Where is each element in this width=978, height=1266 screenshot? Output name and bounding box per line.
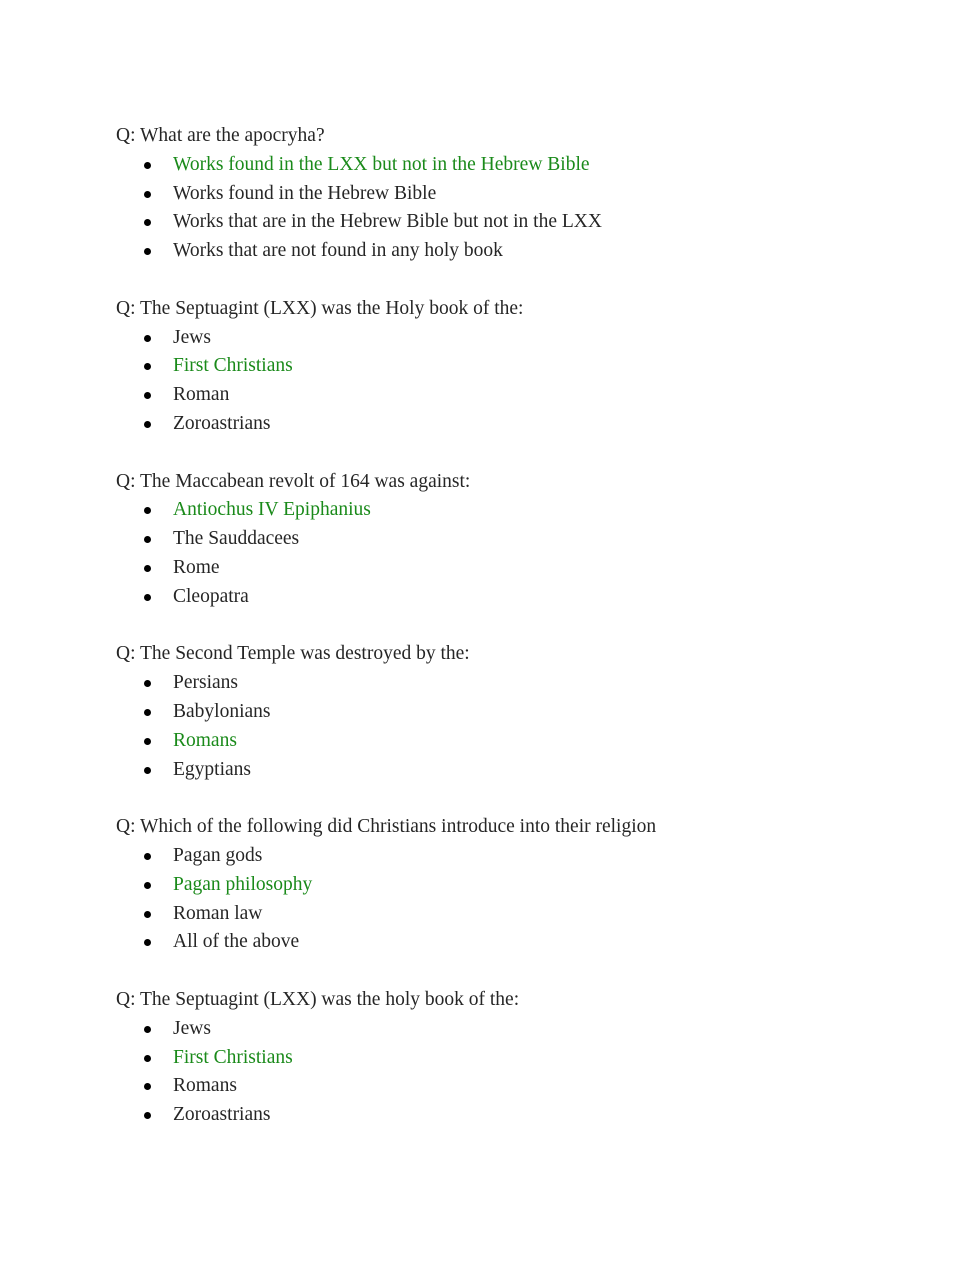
question-text: Q: Which of the following did Christians introduce into their religion xyxy=(116,816,657,838)
answer-option xyxy=(116,1101,936,1130)
bullet-dot-icon xyxy=(144,363,151,370)
bullet-dot-icon xyxy=(144,1055,151,1062)
bullet-dot-icon xyxy=(144,594,151,601)
quiz-document xyxy=(116,122,936,1159)
answer-list xyxy=(116,151,936,266)
answer-text: Egyptians xyxy=(173,758,251,780)
bullet-dot-icon xyxy=(144,507,151,514)
bullet-dot-icon xyxy=(144,1026,151,1033)
bullet-dot-icon xyxy=(144,335,151,342)
answer-option xyxy=(116,324,936,353)
answer-text: Persians xyxy=(173,672,238,694)
answer-list xyxy=(116,842,936,957)
answer-option xyxy=(116,381,936,410)
bullet-dot-icon xyxy=(144,1083,151,1090)
question-block xyxy=(116,986,936,1130)
answer-text: Jews xyxy=(173,1017,211,1039)
question-text: Q: What are the apocryha? xyxy=(116,125,325,146)
answer-text: Works found in the Hebrew Bible xyxy=(173,182,437,204)
answer-option-correct xyxy=(116,727,936,756)
bullet-dot-icon xyxy=(144,248,151,255)
answer-option xyxy=(116,554,936,583)
answer-option-correct xyxy=(116,1044,936,1073)
answer-list xyxy=(116,324,936,439)
answer-text: Jews xyxy=(173,326,211,348)
answer-text: Pagan gods xyxy=(173,844,263,866)
answer-option xyxy=(116,237,936,266)
answer-text: Antiochus IV Epiphanius xyxy=(173,499,371,521)
answer-text: Zoroastrians xyxy=(173,1104,271,1126)
bullet-dot-icon xyxy=(144,392,151,399)
answer-text: First Christians xyxy=(173,1046,293,1068)
question-text: Q: The Maccabean revolt of 164 was against: xyxy=(116,470,471,492)
answer-text: Pagan philosophy xyxy=(173,873,313,895)
answer-text: Works found in the LXX but not in the Hebrew Bible xyxy=(173,153,590,175)
answer-option-correct xyxy=(116,151,936,180)
question-block xyxy=(116,640,936,784)
answer-text: Cleopatra xyxy=(173,585,249,607)
answer-option xyxy=(116,410,936,439)
answer-option-correct xyxy=(116,496,936,525)
bullet-dot-icon xyxy=(144,767,151,774)
answer-text: All of the above xyxy=(173,931,300,953)
bullet-dot-icon xyxy=(144,565,151,572)
answer-option xyxy=(116,208,936,237)
bullet-dot-icon xyxy=(144,939,151,946)
answer-option-correct xyxy=(116,352,936,381)
question-text: Q: The Second Temple was destroyed by the: xyxy=(116,643,470,665)
bullet-dot-icon xyxy=(144,882,151,889)
answer-list xyxy=(116,496,936,611)
question-text: Q: The Septuagint (LXX) was the holy book of the: xyxy=(116,988,520,1010)
answer-option xyxy=(116,842,936,871)
answer-text: Romans xyxy=(173,1075,237,1097)
answer-text: Works that are not found in any holy book xyxy=(173,240,503,262)
answer-text: First Christians xyxy=(173,355,293,377)
answer-option xyxy=(116,1015,936,1044)
answer-option xyxy=(116,756,936,785)
answer-text: The Sauddacees xyxy=(173,528,300,550)
question-block xyxy=(116,295,936,439)
answer-option xyxy=(116,180,936,209)
bullet-dot-icon xyxy=(144,1112,151,1119)
bullet-dot-icon xyxy=(144,911,151,918)
answer-text: Roman law xyxy=(173,902,263,924)
bullet-dot-icon xyxy=(144,680,151,687)
bullet-dot-icon xyxy=(144,162,151,169)
answer-option xyxy=(116,928,936,957)
answer-list xyxy=(116,1015,936,1130)
answer-text: Rome xyxy=(173,556,220,578)
answer-text: Roman xyxy=(173,384,230,406)
question-block xyxy=(116,813,936,957)
answer-option xyxy=(116,525,936,554)
bullet-dot-icon xyxy=(144,709,151,716)
answer-option-correct xyxy=(116,871,936,900)
question-block xyxy=(116,122,936,266)
answer-text: Babylonians xyxy=(173,700,271,722)
answer-text: Zoroastrians xyxy=(173,412,271,434)
bullet-dot-icon xyxy=(144,738,151,745)
answer-option xyxy=(116,1072,936,1101)
bullet-dot-icon xyxy=(144,219,151,226)
bullet-dot-icon xyxy=(144,191,151,198)
answer-option xyxy=(116,583,936,612)
answer-text: Works that are in the Hebrew Bible but not in the LXX xyxy=(173,211,602,233)
bullet-dot-icon xyxy=(144,853,151,860)
answer-text: Romans xyxy=(173,729,237,751)
answer-option xyxy=(116,900,936,929)
question-block xyxy=(116,468,936,612)
answer-option xyxy=(116,669,936,698)
question-text: Q: The Septuagint (LXX) was the Holy book of the: xyxy=(116,297,524,319)
bullet-dot-icon xyxy=(144,421,151,428)
answer-list xyxy=(116,669,936,784)
bullet-dot-icon xyxy=(144,536,151,543)
answer-option xyxy=(116,698,936,727)
